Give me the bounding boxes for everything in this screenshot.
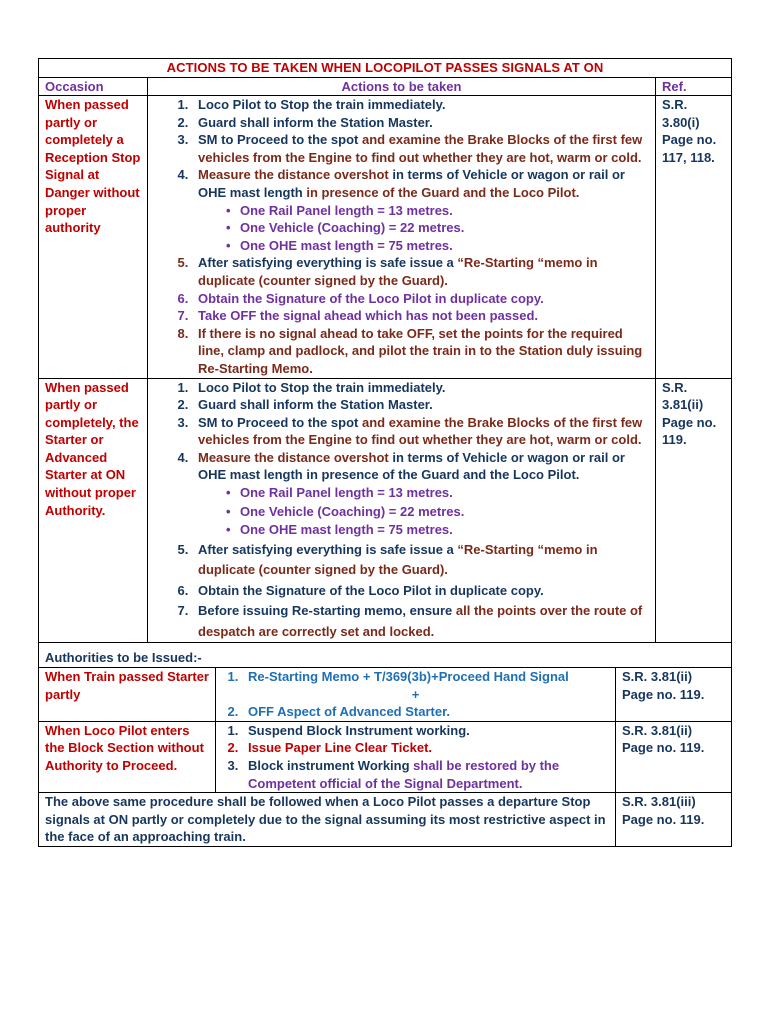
- table-row-starter-signal: [39, 378, 731, 643]
- list-item: [242, 757, 609, 792]
- list-item: • One Vehicle (Coaching) = 22 metres.: [226, 503, 649, 522]
- actions-cell: [147, 379, 655, 643]
- text-span: Before issuing Re-starting memo, ensure: [198, 603, 456, 619]
- header-actions: Actions to be taken: [147, 78, 655, 95]
- header-ref: Ref.: [655, 78, 731, 95]
- list-item: • One Rail Panel length = 13 metres.: [226, 484, 649, 503]
- list-item: [192, 540, 649, 581]
- list-item: 2. Guard shall inform the Station Master.: [192, 114, 649, 132]
- occasion-cell: When passed partly or completely a Reception Stop Signal at Danger without proper authority: [45, 97, 141, 236]
- header-row: [39, 77, 731, 95]
- list-item: • One OHE mast length = 75 metres.: [226, 237, 649, 255]
- table-row-departure-signal: [39, 792, 731, 846]
- length-bullets: [154, 484, 649, 540]
- list-item: 1. Loco Pilot to Stop the train immediately.: [192, 96, 649, 114]
- text-span: After satisfying everything is safe issue a: [198, 255, 458, 271]
- ref-cell: S.R. 3.81(ii) Page no. 119.: [615, 722, 731, 792]
- ref-cell: S.R. 3.81(ii) Page no. 119.: [655, 379, 731, 643]
- actions-table: [38, 58, 732, 847]
- list-item: [192, 449, 649, 484]
- occasion-cell: When Loco Pilot enters the Block Section without Authority to Proceed.: [45, 722, 204, 773]
- text-span: in presence of the Guard and the Loco Pilot.: [306, 467, 580, 483]
- list-item: 2. Issue Paper Line Clear Ticket.: [242, 739, 609, 757]
- list-item: 6. Obtain the Signature of the Loco Pilot in duplicate copy.: [192, 290, 649, 308]
- text-span: After satisfying everything is safe issue a: [198, 541, 458, 557]
- text-span: are hot, warm or cold.: [506, 149, 642, 165]
- authorities-heading: Authorities to be Issued:-: [45, 650, 202, 666]
- list-item: 6. Obtain the Signature of the Loco Pilot in duplicate copy.: [192, 581, 649, 602]
- occasion-cell: When passed partly or completely, the Starter or Advanced Starter at ON without proper Authority.: [45, 379, 139, 518]
- list-item: 7. Take OFF the signal ahead which has not been passed.: [192, 307, 649, 325]
- authorities-heading-row: [39, 642, 731, 667]
- occasion-cell: When Train passed Starter partly: [45, 668, 209, 702]
- text-span: in presence of the Guard and the Loco Pilot.: [306, 184, 580, 200]
- list-item: 2. OFF Aspect of Advanced Starter.: [242, 703, 609, 721]
- actions-cell: [147, 96, 655, 378]
- list-item: • One Rail Panel length = 13 metres.: [226, 202, 649, 220]
- table-title-row: [39, 59, 731, 77]
- procedure-note: The above same procedure shall be followed when a Loco Pilot passes a departure Stop signals at ON partly or completely due to the signal assuming its most restrictive aspect in the face of an approaching train.: [45, 794, 606, 845]
- list-item: 8. If there is no signal ahead to take OFF, set the points for the required line, clamp and padlock, and pilot the train in to the Station duly issuing Re-Starting Memo.: [192, 325, 649, 378]
- list-item: [192, 131, 649, 166]
- list-item: [192, 414, 649, 449]
- text-span: all the points over the route of despatch are correctly set and locked.: [198, 603, 643, 639]
- list-item: • One Vehicle (Coaching) = 22 metres.: [226, 219, 649, 237]
- text-span: in terms of Vehicle or wagon or rail or OHE mast length: [198, 449, 625, 483]
- ref-cell: S.R. 3.80(i) Page no. 117, 118.: [655, 96, 731, 378]
- text-span: Measure the distance overshot: [198, 167, 393, 183]
- list-item: 2. Guard shall inform the Station Master.: [192, 396, 649, 414]
- list-item: • One OHE mast length = 75 metres.: [226, 521, 649, 540]
- authority-cell: [215, 668, 615, 721]
- list-item: 1. Suspend Block Instrument working.: [242, 722, 609, 740]
- text-span: “Re-Starting “memo in duplicate (counter signed by the Guard).: [198, 255, 598, 288]
- text-span: SM to Proceed to the spot: [198, 132, 362, 148]
- actions-list: [154, 379, 649, 485]
- table-title: ACTIONS TO BE TAKEN WHEN LOCOPILOT PASSES SIGNALS AT ON: [166, 60, 604, 76]
- length-bullets: [154, 202, 649, 255]
- actions-list-cont: [154, 540, 649, 643]
- table-row-auth-block-section: [39, 721, 731, 792]
- table-row-auth-starter: [39, 667, 731, 721]
- list-item: 1. Re-Starting Memo + T/369(3b)+Proceed Hand Signal: [242, 668, 609, 686]
- ref-cell: S.R. 3.81(iii) Page no. 119.: [615, 793, 731, 846]
- actions-list-cont: [154, 254, 649, 377]
- ref-cell: S.R. 3.81(ii) Page no. 119.: [615, 668, 731, 721]
- text-span: in terms of Vehicle or wagon or rail or OHE mast length: [198, 167, 625, 200]
- header-occasion: Occasion: [45, 78, 104, 94]
- text-span: are hot, warm or cold.: [506, 432, 642, 448]
- text-span: shall be restored by the Competent official of the Signal Department.: [248, 757, 560, 791]
- text-span: and examine the Brake Blocks of the first few vehicles from the Engine to find out whether they: [198, 132, 643, 165]
- list-item: 1. Loco Pilot to Stop the train immediately.: [192, 379, 649, 397]
- text-span: SM to Proceed to the spot: [198, 414, 362, 430]
- authority-list: [222, 722, 609, 792]
- text-span: Measure the distance overshot: [198, 449, 393, 465]
- text-span: Block instrument Working: [248, 757, 414, 773]
- list-item: [192, 254, 649, 289]
- list-item: [192, 166, 649, 201]
- text-span: and examine the Brake Blocks of the first few vehicles from the Engine to find out whether they: [198, 414, 643, 448]
- table-row-reception-signal: [39, 95, 731, 378]
- authority-cell: [215, 722, 615, 792]
- text-span: “Re-Starting “memo in duplicate (counter signed by the Guard).: [198, 541, 598, 578]
- authority-list: [222, 668, 609, 686]
- authority-list-cont: [222, 703, 609, 721]
- actions-list: [154, 96, 649, 202]
- plus-sign: +: [411, 686, 420, 702]
- list-item: [192, 601, 649, 642]
